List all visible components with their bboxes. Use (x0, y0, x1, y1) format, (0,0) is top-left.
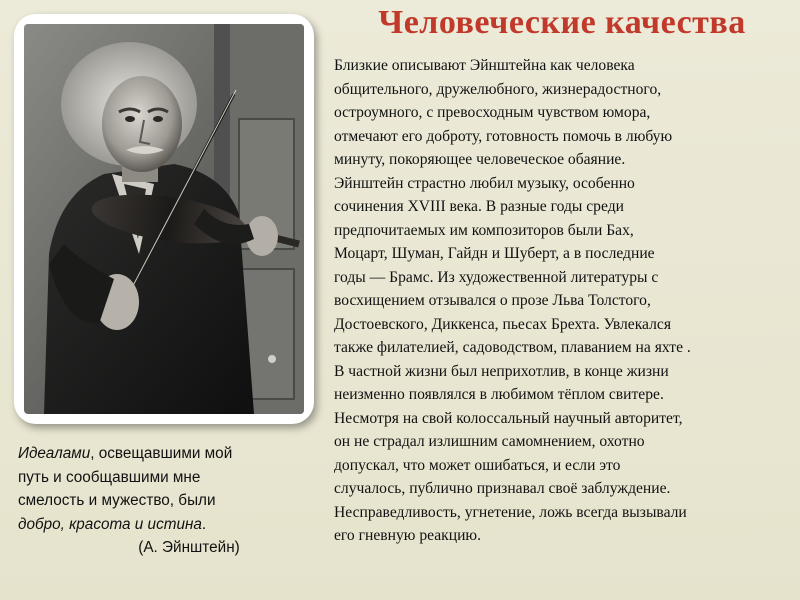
body-line: его гневную реакцию. (334, 527, 481, 544)
body-line: отмечают его доброту, готовность помочь в любую (334, 127, 673, 145)
body-line: неизменно появлялся в любимом тёплом свитере. (334, 386, 664, 403)
quote-italic-ideals: Идеалами (18, 445, 91, 462)
quote-text: . (201, 515, 207, 533)
body-line: минуту, покоряющее человеческое обаяние. (334, 151, 626, 168)
body-line: Эйнштейн страстно любил музыку, особенно (334, 174, 635, 192)
quote-line-2: путь и сообщавшими мне (18, 468, 201, 486)
photo-frame (14, 14, 314, 424)
quote-line-4 (18, 513, 318, 537)
quote-line-3: смелость и мужество, были (18, 492, 216, 509)
quote-text: , освещавшими мой (90, 445, 233, 462)
body-line: случалось, публично признавал своё заблуждение. (334, 480, 671, 497)
quote-italic-values: добро, красота и истина (18, 515, 202, 533)
einstein-violin-photo (24, 24, 304, 414)
body-line: Несправедливость, угнетение, ложь всегда вызывали (334, 503, 687, 521)
slide-title: Человеческие качества (378, 4, 746, 41)
body-line: допускал, что может ошибаться, и если это (334, 456, 621, 474)
body-line: также филателией, садоводством, плаванием на яхте . (334, 339, 691, 356)
body-line: Достоевского, Диккенса, пьесах Брехта. Увлекался (334, 315, 671, 333)
body-line: остроумного, с превосходным чувством юмора, (334, 104, 651, 121)
body-line: Моцарт, Шуман, Гайдн и Шуберт, а в последние (334, 245, 655, 262)
body-line: общительного, дружелюбного, жизнерадостного, (334, 80, 662, 98)
body-line: он не страдал излишним самомнением, охотно (334, 433, 645, 450)
quote-author: (А. Эйнштейн) (138, 539, 240, 556)
body-line: Несмотря на свой колоссальный научный авторитет, (334, 409, 683, 427)
einstein-quote (18, 442, 318, 560)
body-line: восхищением отзывался о прозе Льва Толстого, (334, 292, 651, 309)
body-text (334, 54, 796, 548)
body-line: предпочитаемых им композиторов были Бах, (334, 221, 634, 239)
body-line: Близкие описывают Эйнштейна как человека (334, 57, 635, 74)
body-line: сочинения XVIII века. В разные годы среди (334, 198, 624, 215)
body-line: годы — Брамс. Из художественной литературы с (334, 268, 659, 286)
quote-line-1 (18, 442, 318, 466)
body-line: В частной жизни был неприхотлив, в конце жизни (334, 362, 669, 380)
